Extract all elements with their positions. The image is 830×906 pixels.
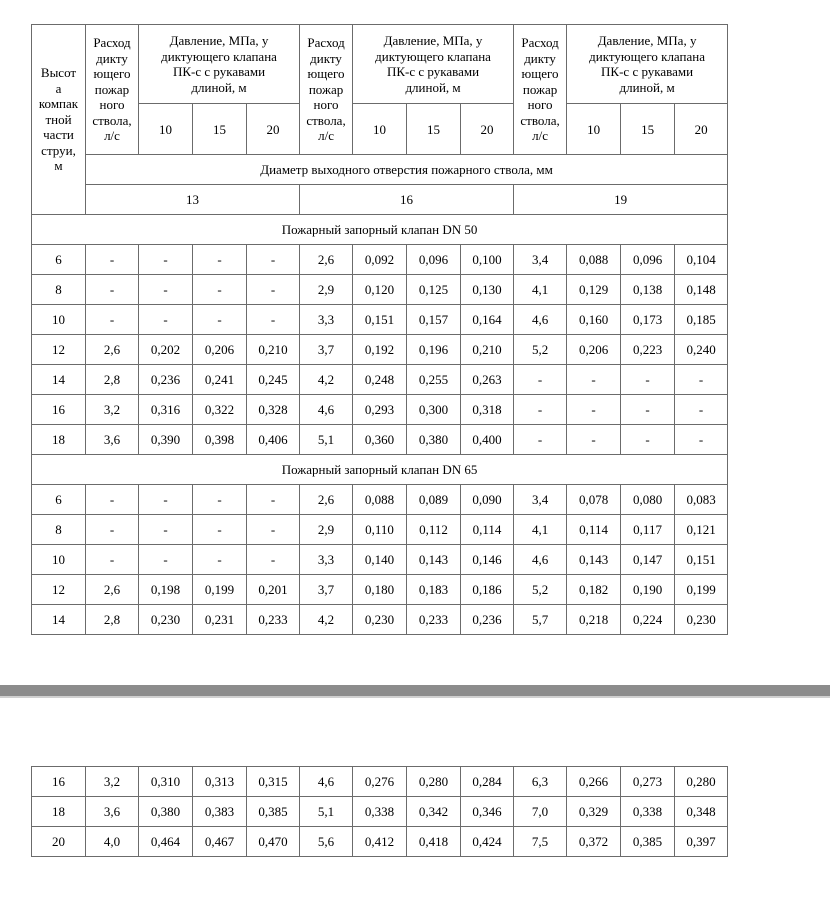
data-cell: 0,121 — [675, 515, 728, 545]
data-cell: - — [139, 545, 193, 575]
data-cell: 5,1 — [300, 797, 353, 827]
data-cell: 2,6 — [86, 575, 139, 605]
data-cell: - — [139, 245, 193, 275]
row-height-cell: 16 — [32, 395, 86, 425]
data-cell: 0,412 — [353, 827, 407, 857]
data-cell: 0,160 — [567, 305, 621, 335]
data-cell: 2,8 — [86, 605, 139, 635]
header-hose-length: 15 — [193, 104, 247, 155]
data-cell: 0,300 — [407, 395, 461, 425]
data-cell: - — [86, 545, 139, 575]
data-cell: - — [514, 425, 567, 455]
data-cell: 0,223 — [621, 335, 675, 365]
data-cell: 0,210 — [461, 335, 514, 365]
data-cell: - — [247, 545, 300, 575]
data-cell: 2,6 — [300, 485, 353, 515]
header-flow-text: Расход дикту ющего пожар ного ствола, л/с — [92, 35, 132, 144]
data-cell: 0,151 — [675, 545, 728, 575]
table-row — [32, 797, 728, 827]
nozzle-pressure-table-continuation — [31, 766, 728, 857]
data-cell: - — [139, 275, 193, 305]
section-title: Пожарный запорный клапан DN 50 — [32, 215, 728, 245]
header-flow-text: Расход дикту ющего пожар ного ствола, л/с — [306, 35, 346, 144]
data-cell: - — [86, 485, 139, 515]
data-cell: 0,183 — [407, 575, 461, 605]
data-cell: 0,088 — [353, 485, 407, 515]
data-cell: 5,2 — [514, 575, 567, 605]
data-cell: - — [514, 395, 567, 425]
data-cell: - — [567, 365, 621, 395]
data-cell: 0,329 — [567, 797, 621, 827]
data-cell: - — [247, 245, 300, 275]
header-pressure-text: Давление, МПа, у диктующего клапана ПК-с с рукавами длиной, м — [375, 33, 491, 95]
data-cell: 2,8 — [86, 365, 139, 395]
row-height-cell: 16 — [32, 767, 86, 797]
data-cell: 0,240 — [675, 335, 728, 365]
data-cell: 0,140 — [353, 545, 407, 575]
data-cell: 3,6 — [86, 797, 139, 827]
header-hose-length: 15 — [621, 104, 675, 155]
data-cell: 0,236 — [461, 605, 514, 635]
row-height-cell: 8 — [32, 515, 86, 545]
data-cell: - — [567, 395, 621, 425]
data-cell: 3,2 — [86, 395, 139, 425]
table-row — [32, 575, 728, 605]
data-cell: 2,6 — [300, 245, 353, 275]
table-row — [32, 545, 728, 575]
data-cell: 3,3 — [300, 545, 353, 575]
data-cell: - — [514, 365, 567, 395]
data-cell: 3,2 — [86, 767, 139, 797]
header-hose-length: 20 — [461, 104, 514, 155]
data-cell: - — [675, 425, 728, 455]
data-cell: 2,6 — [86, 335, 139, 365]
data-cell: 0,276 — [353, 767, 407, 797]
row-height-cell: 14 — [32, 365, 86, 395]
data-cell: 0,125 — [407, 275, 461, 305]
data-cell: 0,322 — [193, 395, 247, 425]
data-cell: 7,5 — [514, 827, 567, 857]
data-cell: 0,143 — [407, 545, 461, 575]
data-cell: 4,1 — [514, 275, 567, 305]
data-cell: - — [86, 515, 139, 545]
data-cell: 0,096 — [621, 245, 675, 275]
data-cell: 0,192 — [353, 335, 407, 365]
table-row — [32, 335, 728, 365]
data-cell: 0,210 — [247, 335, 300, 365]
data-cell: 0,173 — [621, 305, 675, 335]
data-cell: 3,4 — [514, 485, 567, 515]
data-cell: 0,147 — [621, 545, 675, 575]
data-cell: 5,2 — [514, 335, 567, 365]
data-cell: - — [193, 485, 247, 515]
data-cell: 0,157 — [407, 305, 461, 335]
table-row — [32, 245, 728, 275]
data-cell: 0,199 — [193, 575, 247, 605]
data-cell: 3,4 — [514, 245, 567, 275]
header-pressure-13 — [139, 25, 300, 104]
data-cell: - — [193, 515, 247, 545]
table-row — [32, 305, 728, 335]
data-cell: 0,180 — [353, 575, 407, 605]
data-cell: - — [621, 425, 675, 455]
data-cell: 0,280 — [407, 767, 461, 797]
data-cell: 0,231 — [193, 605, 247, 635]
data-cell: 0,083 — [675, 485, 728, 515]
data-cell: 5,1 — [300, 425, 353, 455]
data-cell: 0,313 — [193, 767, 247, 797]
row-height-cell: 6 — [32, 485, 86, 515]
header-height-text: Высот а компак тной части струи, м — [38, 65, 79, 174]
table-row — [32, 767, 728, 797]
data-cell: 0,112 — [407, 515, 461, 545]
data-cell: 0,248 — [353, 365, 407, 395]
page-break-shadow — [0, 696, 830, 698]
row-height-cell: 18 — [32, 425, 86, 455]
data-cell: 4,6 — [300, 395, 353, 425]
data-cell: 6,3 — [514, 767, 567, 797]
row-height-cell: 20 — [32, 827, 86, 857]
data-cell: 0,078 — [567, 485, 621, 515]
page-break-separator — [0, 685, 830, 696]
data-cell: 0,280 — [675, 767, 728, 797]
data-cell: 3,7 — [300, 575, 353, 605]
row-height-cell: 18 — [32, 797, 86, 827]
row-height-cell: 12 — [32, 335, 86, 365]
data-cell: 4,6 — [514, 545, 567, 575]
data-cell: 0,151 — [353, 305, 407, 335]
data-cell: 0,241 — [193, 365, 247, 395]
data-cell: 0,273 — [621, 767, 675, 797]
header-pressure-text: Давление, МПа, у диктующего клапана ПК-с с рукавами длиной, м — [161, 33, 277, 95]
data-cell: 0,230 — [139, 605, 193, 635]
data-cell: 7,0 — [514, 797, 567, 827]
data-cell: 0,146 — [461, 545, 514, 575]
table-row — [32, 395, 728, 425]
data-cell: 0,186 — [461, 575, 514, 605]
data-cell: 3,3 — [300, 305, 353, 335]
row-height-cell: 10 — [32, 305, 86, 335]
data-cell: 0,464 — [139, 827, 193, 857]
section-header-row — [32, 455, 728, 485]
data-cell: 0,467 — [193, 827, 247, 857]
data-cell: 0,383 — [193, 797, 247, 827]
header-hose-length: 10 — [567, 104, 621, 155]
data-cell: 0,080 — [621, 485, 675, 515]
diameter-19: 19 — [514, 185, 728, 215]
data-cell: - — [139, 515, 193, 545]
data-cell: 0,117 — [621, 515, 675, 545]
table-row — [32, 275, 728, 305]
header-flow-text: Расход дикту ющего пожар ного ствола, л/с — [520, 35, 560, 144]
data-cell: - — [86, 305, 139, 335]
data-cell: 0,190 — [621, 575, 675, 605]
data-cell: 0,224 — [621, 605, 675, 635]
data-cell: 0,263 — [461, 365, 514, 395]
data-cell: 0,418 — [407, 827, 461, 857]
data-cell: 2,9 — [300, 515, 353, 545]
data-cell: 4,1 — [514, 515, 567, 545]
data-cell: 0,338 — [353, 797, 407, 827]
data-cell: 0,233 — [407, 605, 461, 635]
data-cell: 0,089 — [407, 485, 461, 515]
row-height-cell: 8 — [32, 275, 86, 305]
table-row — [32, 485, 728, 515]
data-cell: 0,266 — [567, 767, 621, 797]
data-cell: 0,088 — [567, 245, 621, 275]
data-cell: - — [247, 275, 300, 305]
data-cell: 0,233 — [247, 605, 300, 635]
data-cell: 0,120 — [353, 275, 407, 305]
header-hose-length: 20 — [247, 104, 300, 155]
data-cell: 0,348 — [675, 797, 728, 827]
table-row — [32, 425, 728, 455]
data-cell: 0,293 — [353, 395, 407, 425]
data-cell: - — [247, 515, 300, 545]
data-cell: 0,100 — [461, 245, 514, 275]
header-height-column — [32, 25, 86, 215]
data-cell: 0,201 — [247, 575, 300, 605]
header-flow-column-19 — [514, 25, 567, 155]
data-cell: 0,400 — [461, 425, 514, 455]
data-cell: 0,143 — [567, 545, 621, 575]
data-cell: - — [567, 425, 621, 455]
row-height-cell: 14 — [32, 605, 86, 635]
data-cell: 0,424 — [461, 827, 514, 857]
header-flow-column-13 — [86, 25, 139, 155]
data-cell: 0,380 — [407, 425, 461, 455]
table-row — [32, 515, 728, 545]
data-cell: - — [139, 305, 193, 335]
header-hose-length: 10 — [139, 104, 193, 155]
data-cell: 0,182 — [567, 575, 621, 605]
table-row — [32, 827, 728, 857]
data-cell: 0,397 — [675, 827, 728, 857]
data-cell: 5,7 — [514, 605, 567, 635]
data-cell: - — [621, 365, 675, 395]
data-cell: 0,342 — [407, 797, 461, 827]
data-cell: 0,372 — [567, 827, 621, 857]
header-hose-length: 15 — [407, 104, 461, 155]
data-cell: 0,380 — [139, 797, 193, 827]
data-cell: 0,130 — [461, 275, 514, 305]
data-cell: 0,230 — [675, 605, 728, 635]
section-title: Пожарный запорный клапан DN 65 — [32, 455, 728, 485]
data-cell: - — [193, 305, 247, 335]
data-cell: 0,310 — [139, 767, 193, 797]
data-cell: 3,7 — [300, 335, 353, 365]
data-cell: - — [193, 545, 247, 575]
data-cell: 0,114 — [461, 515, 514, 545]
data-cell: 0,129 — [567, 275, 621, 305]
data-cell: 0,218 — [567, 605, 621, 635]
data-cell: 0,198 — [139, 575, 193, 605]
data-cell: - — [621, 395, 675, 425]
data-cell: 0,104 — [675, 245, 728, 275]
data-cell: - — [86, 245, 139, 275]
data-cell: 0,360 — [353, 425, 407, 455]
data-cell: 0,090 — [461, 485, 514, 515]
data-cell: 0,114 — [567, 515, 621, 545]
data-cell: 0,385 — [247, 797, 300, 827]
data-cell: 2,9 — [300, 275, 353, 305]
table-row — [32, 605, 728, 635]
data-cell: 0,390 — [139, 425, 193, 455]
header-hose-length: 20 — [675, 104, 728, 155]
data-cell: 4,0 — [86, 827, 139, 857]
data-cell: 0,328 — [247, 395, 300, 425]
data-cell: 0,245 — [247, 365, 300, 395]
data-cell: 0,148 — [675, 275, 728, 305]
header-pressure-text: Давление, МПа, у диктующего клапана ПК-с с рукавами длиной, м — [589, 33, 705, 95]
data-cell: 0,346 — [461, 797, 514, 827]
data-cell: 0,338 — [621, 797, 675, 827]
data-cell: 0,315 — [247, 767, 300, 797]
data-cell: 0,199 — [675, 575, 728, 605]
data-cell: 0,096 — [407, 245, 461, 275]
row-height-cell: 10 — [32, 545, 86, 575]
data-cell: 5,6 — [300, 827, 353, 857]
data-cell: - — [247, 485, 300, 515]
data-cell: - — [675, 395, 728, 425]
header-pressure-19 — [567, 25, 728, 104]
data-cell: 4,2 — [300, 605, 353, 635]
header-pressure-16 — [353, 25, 514, 104]
diameter-16: 16 — [300, 185, 514, 215]
data-cell: 0,385 — [621, 827, 675, 857]
data-cell: 0,206 — [567, 335, 621, 365]
data-cell: 0,284 — [461, 767, 514, 797]
data-cell: 0,316 — [139, 395, 193, 425]
data-cell: - — [247, 305, 300, 335]
data-cell: 0,398 — [193, 425, 247, 455]
data-cell: 0,236 — [139, 365, 193, 395]
diameter-13: 13 — [86, 185, 300, 215]
data-cell: 3,6 — [86, 425, 139, 455]
data-cell: 0,110 — [353, 515, 407, 545]
data-cell: 0,470 — [247, 827, 300, 857]
row-height-cell: 12 — [32, 575, 86, 605]
row-height-cell: 6 — [32, 245, 86, 275]
nozzle-pressure-table — [31, 24, 728, 635]
data-cell: - — [86, 275, 139, 305]
table-row — [32, 365, 728, 395]
data-cell: 0,406 — [247, 425, 300, 455]
header-flow-column-16 — [300, 25, 353, 155]
data-cell: - — [193, 245, 247, 275]
data-cell: 0,164 — [461, 305, 514, 335]
diameter-label: Диаметр выходного отверстия пожарного ствола, мм — [86, 155, 728, 185]
data-cell: 0,185 — [675, 305, 728, 335]
data-cell: 0,206 — [193, 335, 247, 365]
data-cell: 0,230 — [353, 605, 407, 635]
data-cell: 4,2 — [300, 365, 353, 395]
data-cell: 4,6 — [300, 767, 353, 797]
data-cell: 0,255 — [407, 365, 461, 395]
data-cell: 0,092 — [353, 245, 407, 275]
header-hose-length: 10 — [353, 104, 407, 155]
data-cell: - — [139, 485, 193, 515]
data-cell: 0,196 — [407, 335, 461, 365]
data-cell: - — [675, 365, 728, 395]
data-cell: 0,318 — [461, 395, 514, 425]
section-header-row — [32, 215, 728, 245]
data-cell: 0,138 — [621, 275, 675, 305]
data-cell: 4,6 — [514, 305, 567, 335]
data-cell: 0,202 — [139, 335, 193, 365]
data-cell: - — [193, 275, 247, 305]
